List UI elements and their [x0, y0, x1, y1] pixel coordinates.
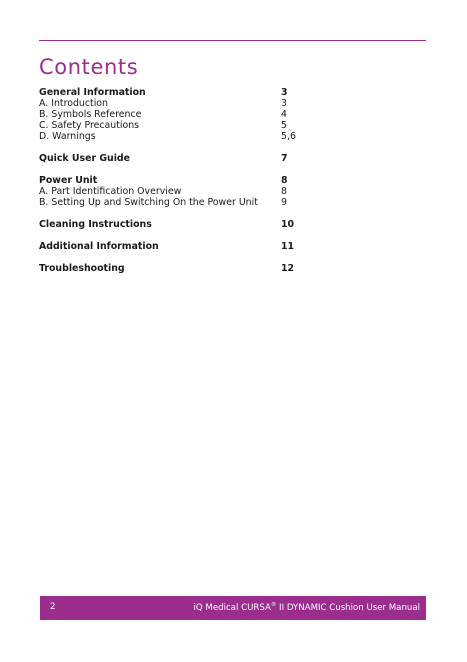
toc-item-label: C. Safety Precautions [39, 120, 140, 131]
toc-heading-label: Troubleshooting [39, 263, 125, 274]
footer-manual-title [194, 602, 420, 613]
toc-heading-page: 12 [281, 263, 295, 274]
toc-item-label: A. Introduction [39, 98, 108, 109]
toc-item-page: 5 [281, 120, 287, 131]
table-of-contents [39, 87, 339, 285]
toc-heading [39, 219, 339, 230]
toc-heading-page: 7 [281, 153, 288, 164]
toc-item-label: A. Part Identification Overview [39, 186, 182, 197]
toc-heading [39, 175, 339, 186]
toc-item-page: 9 [281, 197, 287, 208]
footer-page-number: 2 [50, 602, 56, 612]
toc-item [39, 120, 339, 131]
page-title: Contents [39, 55, 139, 79]
toc-heading-label: General Information [39, 87, 146, 98]
toc-item-page: 5,6 [281, 131, 296, 142]
toc-item [39, 186, 339, 197]
toc-section-quick-user-guide [39, 153, 339, 164]
toc-heading-page: 8 [281, 175, 288, 186]
toc-heading [39, 87, 339, 98]
toc-item-label: D. Warnings [39, 131, 96, 142]
toc-item-page: 4 [281, 109, 287, 120]
manual-title-post: II DYNAMIC Cushion User Manual [276, 602, 420, 613]
toc-heading [39, 153, 339, 164]
toc-heading-page: 11 [281, 241, 295, 252]
toc-item-page: 8 [281, 186, 287, 197]
toc-item [39, 197, 339, 208]
toc-heading-page: 10 [281, 219, 295, 230]
toc-heading [39, 263, 339, 274]
toc-heading-page: 3 [281, 87, 288, 98]
manual-title-pre: iQ Medical CURSA [193, 602, 271, 613]
toc-heading-label: Additional Information [39, 241, 159, 252]
toc-section-additional-information [39, 241, 339, 252]
toc-heading-label: Cleaning Instructions [39, 219, 152, 230]
registered-mark: ® [270, 602, 277, 608]
toc-item-label: B. Symbols Reference [39, 109, 142, 120]
toc-heading-label: Quick User Guide [39, 153, 131, 164]
toc-item [39, 109, 339, 120]
toc-heading-label: Power Unit [39, 175, 98, 186]
toc-heading [39, 241, 339, 252]
toc-item-page: 3 [281, 98, 287, 109]
toc-section-power-unit [39, 175, 339, 208]
toc-item [39, 131, 339, 142]
toc-section-general-information [39, 87, 339, 142]
top-divider [39, 40, 426, 41]
footer-bar [40, 596, 426, 620]
toc-section-troubleshooting [39, 263, 339, 274]
toc-section-cleaning-instructions [39, 219, 339, 230]
toc-item [39, 98, 339, 109]
toc-item-label: B. Setting Up and Switching On the Power Unit [39, 197, 258, 208]
